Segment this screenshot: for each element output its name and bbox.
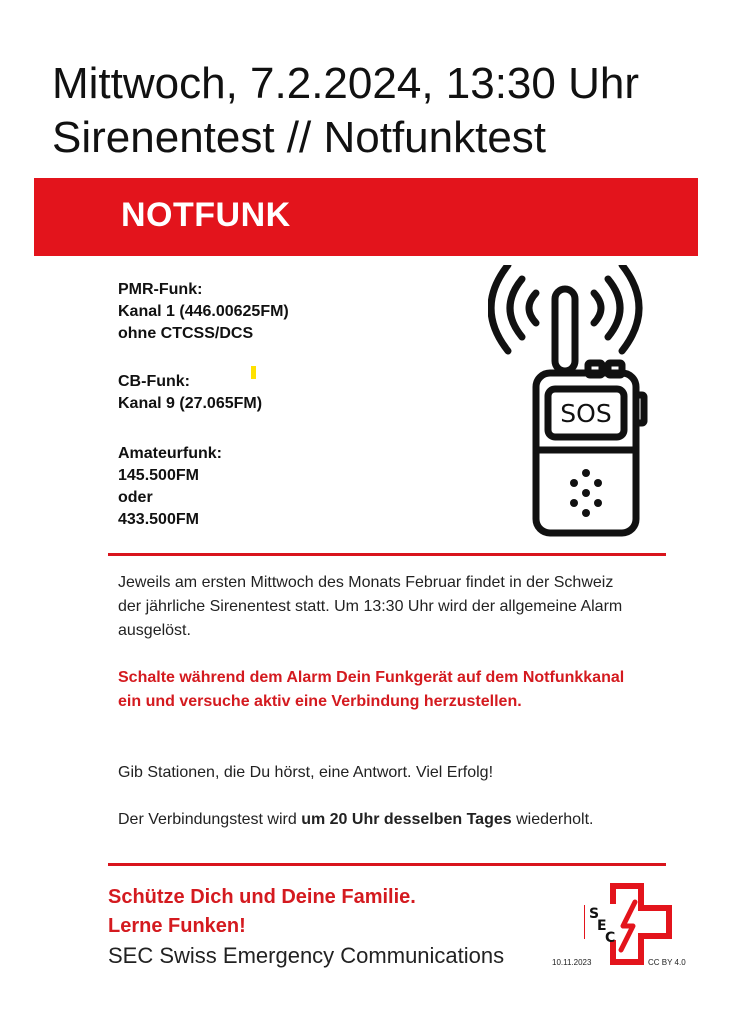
svg-text:E: E [597,918,607,934]
title-date-line: Mittwoch, 7.2.2024, 13:30 Uhr [52,59,639,108]
notfunk-banner [34,178,698,256]
pmr-heading: PMR-Funk: [118,281,203,298]
repeat-paragraph [118,808,638,832]
repeat-text-bold: um 20 Uhr desselben Tages [301,811,512,828]
intro-paragraph: Jeweils am ersten Mittwoch des Monats Februar findet in der Schweiz der jährliche Sirenentest statt. Um 13:30 Uhr wird der allgemeine Alarm ausgelöst. [118,574,623,639]
svg-text:S: S [589,906,600,922]
radio-screen-text: SOS [560,399,612,428]
footer-slogan-2: Lerne Funken! [108,915,246,937]
footer-license: CC BY 4.0 [648,958,686,967]
pmr-note: ohne CTCSS/DCS [118,325,254,342]
amateur-freq-1: 145.500FM [118,467,199,484]
walkie-talkie-icon [488,265,648,540]
footer-slogan-1: Schütze Dich und Deine Familie. [108,886,416,908]
divider-bottom [108,863,666,866]
amateur-heading: Amateurfunk: [118,445,223,462]
footer-date: 10.11.2023 [552,958,592,967]
pmr-frequency-block [118,279,289,345]
amateur-freq-2: 433.500FM [118,511,199,528]
amateur-or: oder [118,489,153,506]
title-subject-line: Sirenentest // Notfunktest [52,113,547,162]
answer-paragraph: Gib Stationen, die Du hörst, eine Antwort. Viel Erfolg! [118,764,494,781]
repeat-text-pre: Der Verbindungstest wird [118,811,302,828]
cb-heading: CB-Funk: [118,373,190,390]
cb-frequency-block [118,371,262,415]
svg-text:C: C [605,930,616,946]
banner-label: NOTFUNK [121,196,291,234]
amateur-frequency-block [118,443,222,531]
cb-channel: Kanal 9 (27.065FM) [118,395,263,412]
call-to-action-paragraph: Schalte während dem Alarm Dein Funkgerät auf dem Notfunkkanal ein und versuche aktiv eine Verbindung herzustellen. [118,669,625,710]
footer-organization: SEC Swiss Emergency Communications [108,943,505,968]
divider-top [108,553,666,556]
sec-cross-logo-icon [583,878,675,966]
repeat-text-post: wiederholt. [511,811,594,828]
pmr-channel: Kanal 1 (446.00625FM) [118,303,289,320]
